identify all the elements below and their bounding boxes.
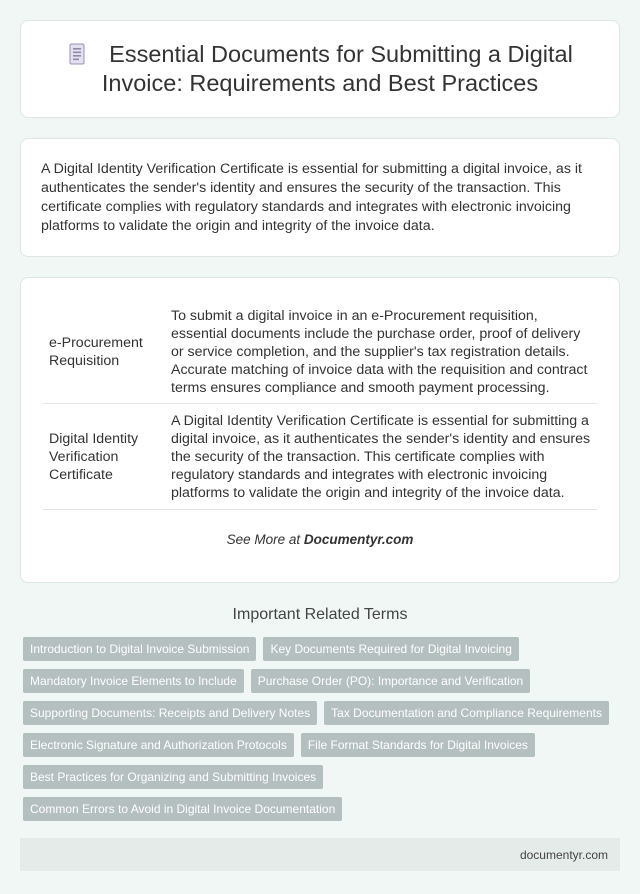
intro-card (20, 138, 620, 257)
intro-text: A Digital Identity Verification Certificate is essential for submitting a digital invoice, as it authenticates the sender's identity and ensures the security of the transaction. This certificate complies with regulatory standards and integrates with electronic invoicing platforms to validate the origin and integrity of the invoice data. (41, 161, 582, 234)
see-more-site: Documentyr.com (303, 532, 414, 547)
see-more-link[interactable] (43, 532, 597, 547)
see-more-prefix: See More at (226, 532, 304, 547)
term-cell: e-Procurement Requisition (43, 299, 163, 404)
table-row (43, 299, 597, 404)
related-tag[interactable]: Mandatory Invoice Elements to Include (23, 669, 244, 693)
related-tag[interactable]: Electronic Signature and Authorization Protocols (23, 733, 294, 757)
page-title: Essential Documents for Submitting a Digital Invoice: Requirements and Best Practices (101, 41, 573, 96)
footer (20, 838, 620, 871)
title-card (20, 20, 620, 118)
related-tag[interactable]: Key Documents Required for Digital Invoicing (263, 637, 518, 661)
table-row (43, 404, 597, 510)
footer-site[interactable]: documentyr.com (519, 847, 608, 862)
related-tag[interactable]: File Format Standards for Digital Invoices (301, 733, 535, 757)
related-terms-heading: Important Related Terms (232, 606, 408, 623)
description-cell: To submit a digital invoice in an e-Procurement requisition, essential documents include the purchase order, proof of delivery or service completion, and the supplier's tax registration details. Accurate matching of invoice data with the requisition and contract terms ensures compliance and smooth payment processing. (163, 299, 597, 404)
definitions-table (43, 299, 597, 510)
related-tag[interactable]: Introduction to Digital Invoice Submission (23, 637, 256, 661)
related-tag[interactable]: Common Errors to Avoid in Digital Invoice Documentation (23, 797, 342, 821)
related-tag[interactable]: Tax Documentation and Compliance Requirements (324, 701, 609, 725)
related-tag[interactable]: Best Practices for Organizing and Submitting Invoices (23, 765, 323, 789)
definitions-card (20, 277, 620, 583)
description-cell: A Digital Identity Verification Certificate is essential for submitting a digital invoice, as it authenticates the sender's identity and ensures the security of the transaction. This certificate complies with regulatory standards and integrates with electronic invoicing platforms to validate the origin and integrity of the invoice data. (163, 404, 597, 510)
related-tag[interactable]: Supporting Documents: Receipts and Delivery Notes (23, 701, 317, 725)
related-tags (20, 633, 620, 825)
related-tag[interactable]: Purchase Order (PO): Importance and Verification (251, 669, 530, 693)
term-cell: Digital Identity Verification Certificate (43, 404, 163, 510)
document-icon (67, 43, 87, 65)
